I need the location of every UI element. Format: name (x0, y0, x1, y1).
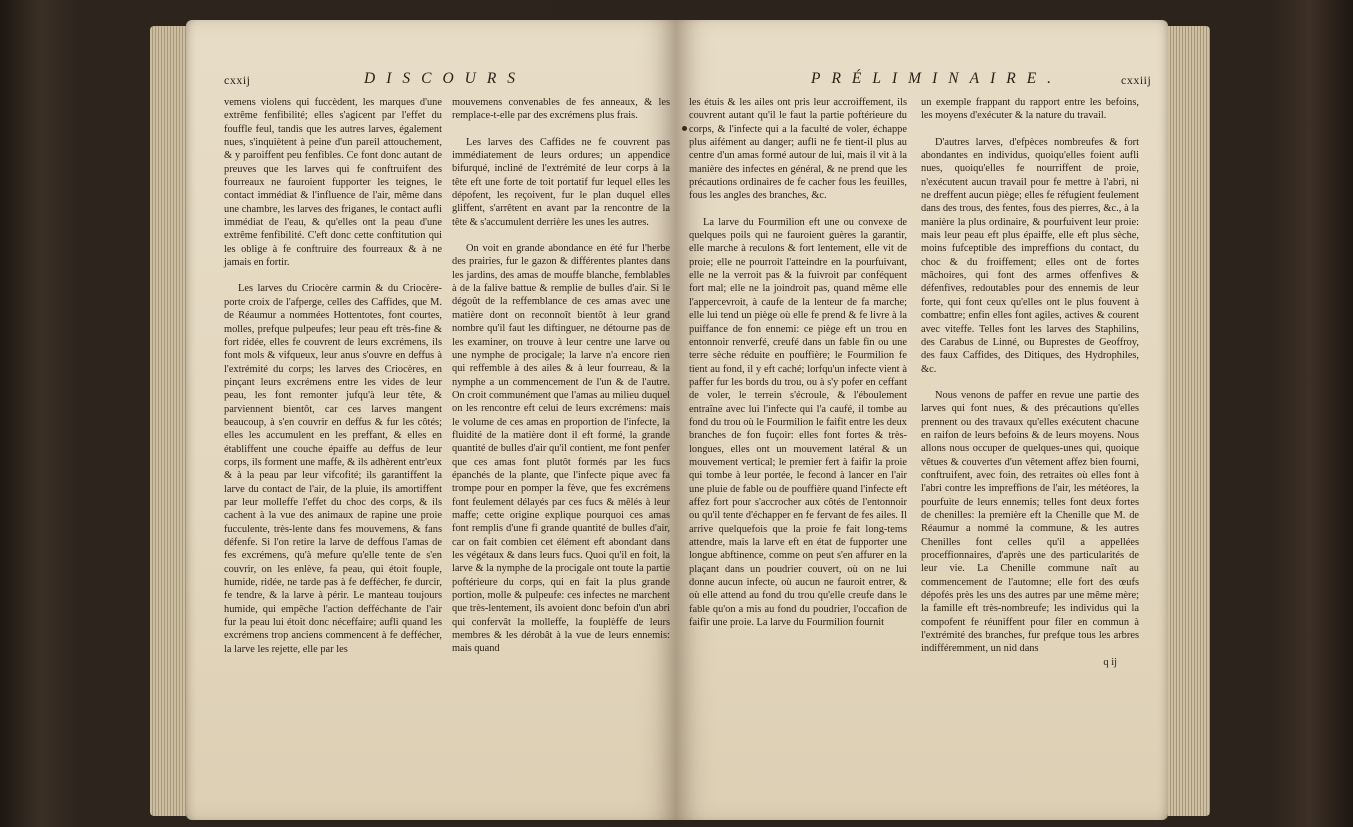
signature-mark: q ij (1103, 656, 1117, 668)
paragraph: On voit en grande abondance en été fur l'herbe des prairies, fur le gazon & différentes plantes dans les jardins, des amas de mouffe blanche, femblables à de la falive battue & remplie de bulles d'air. Si le dégoût de la reffemblance de ces amas avec une matière dont on reconnoît bientôt à leur grand nombre qu'il faut les diftinguer, ne détourne pas de les examiner, on trouve à leur centre une larve ou une nymphe de procigale; la larve n'a encore rien qui reffemble à des ailes & à leur fourreau, & la nymphe a un commencement de l'un & de l'autre. On croit communément que l'amas au milieu duquel on les rencontre eft celui de leurs excrémens: mais le volume de ces amas en proportion de l'infecte, la fluidité de la matière dont il eft formé, la grande quantité de bulles d'air qu'il contient, me font penfer que ces amas font plutôt formés par les fucs épanchés de la plante, que l'infecte pique avec fa trompe pour en pomper la fève, que fes excrémens font feulement délayés par ces fucs & mêlés à leur maffe; cette origine explique pourquoi ces amas font remplis d'une fi grande quantité de bulles d'air, car on fait combien cet élément eft abondant dans les végétaux & dans leurs fucs. Quoi qu'il en foit, la larve & la nymphe de la procigale ont toute la partie poftérieure du corps, qui en fait la plus grande portion, molle & pulpeufe: ces infectes ne marchent que très-lentement, ils avoient donc befoin d'un abri qui confervât la molleffe, la fouplèffe de leurs membres & les dérobât à la vue de leurs ennemis: mais quand (452, 243, 670, 655)
right-header (676, 70, 1168, 94)
paragraph-gap (452, 123, 670, 136)
paragraph: un exemple frappant du rapport entre les befoins, les moyens d'exécuter & la nature du travail. (921, 97, 1139, 122)
running-title: PRÉLIMINAIRE. (811, 70, 1063, 87)
paragraph: La larve du Fourmilion eft une ou convexe de quelques poils qui ne fauroient guères la garantir, elle marche à reculons & fort lentement, elle vit de proie; elle ne pourroit l'atteindre en la pourfuivant, elle ne la verroit pas & la fuivroit par conféquent fort mal; elle ne la joindroit pas, quand même elle l'appercevroit, à caufe de la lenteur de fa marche; elle lui tend un piège où elle fe prend & fe livre à la puiffance de fon ennemi: ce piège eft un trou en entonnoir renverfé, creufé dans un fable fin ou une terre sèche réduite en pouffière; le Fourmilion fe tient au fond, il y eft caché; lorfqu'un infecte vient à paffer fur les bords du trou, ou à s'y pofer en ceffant de voler, le terrein s'écroule, & l'éboulement entraîne avec lui l'infecte qui l'a caufé, il tombe au fond du trou où le Fourmilion le faifit entre les deux branches de fon fuçoir: elles font fortes & très-longues, elles ont un mouvement latéral & un mouvement vertical; le premier fert à faifir la proie qui tombe à leur portée, le fecond à lancer en l'air une pluie de fable ou de pouffière quand l'infecte eft affez fort pour s'accrocher aux côtés de l'entonnoir ou qu'il tente d'échapper en fe fervant de fes ailes. Il arrive quelquefois que la proie fe fait long-tems attendre, mais la larve eft en état de fupporter une longue abftinence, comme on peut s'en affurer en la plaçant dans un poudrier couvert, où on ne lui donne aucun infecte, où aucun ne fauroit entrer, & où elle attend au fond du trou qu'elle creufe dans le fable qu'on a mis au fond du poudrier, l'occafion de faifir une proie. La larve du Fourmilion fournit (689, 216, 907, 629)
right-page-edges (1168, 26, 1210, 816)
paragraph-gap (689, 203, 907, 216)
paragraph: Nous venons de paffer en revue une partie des larves qui font nues, & des précautions qu'elles prennent ou des travaux qu'elles exécutent chacune en raifon de leurs befoins & de leurs moyens. Nous allons nous occuper de quelques-unes qui, quoique vêtues & couvertes d'un vêtement affez bien fourni, conftruifent, avec foin, des retraites où elles font à l'abri contre les impreffions de l'air, les météores, la pourfuite de leurs ennemis; telles font deux fortes de chenilles: la première eft la Chenille que M. de Réaumur a nommé la commune, & les autres Chenilles font celles qu'il a appellées proceffionnaires, d'après une des particularités de leur vie. La Chenille commune naît au commencement de l'automne; elle fort des œufs dépofés près les uns des autres par une même mère; la famille eft très-nombreufe; les individus qui la compofent fe réuniffent pour filer en commun à l'extrémité des branches, fur prefque tous les arbres indifféremment, un nid dans (921, 389, 1139, 655)
paragraph: vemens violens qui fuccèdent, les marques d'une extrême fenfibilité; elles s'agicent par l'effet du fouffle feul, tandis que les autres larves, également nues, s'inquiètent à peine d'un pareil attouchement, & y paroiffent peu fenfibles. Ce font donc autant de preuves que les larves qui fe conftruifent des fourreaux ne fauroient fupporter les teignes, le contact immédiat & l'influence de l'air, même dans une chambre, les larves des friganes, le contact aufli immédiat de l'eau, & qu'elles ont la peau d'une extrême fenfibilité. C'eft donc cette conftitution qui les oblige à fe conftruire des fourreaux & à ne jamais en fortir. (224, 97, 442, 269)
left-column-1 (224, 96, 442, 656)
paragraph-gap (452, 229, 670, 242)
paragraph: les étuis & les ailes ont pris leur accroiffement, ils couvrent autant qu'il le faut la partie poftérieure du corps, & l'infecte qui a la faculté de voler, échappe plus aifément au danger; aufli ne fe tient-il plus au centre d'un amas formé autour de lui, mais il vit à la manière des infectes en général, & ne prend que les précautions ordinaires de fe cacher fous les feuilles, fous les angles des branches, &c. (689, 97, 907, 202)
ink-spot (682, 126, 687, 131)
left-page (186, 20, 676, 820)
left-header (186, 70, 676, 94)
right-page (676, 20, 1168, 820)
page-number: cxxiij (1121, 73, 1152, 87)
paragraph: Les larves des Caffides ne fe couvrent pas immédiatement de leurs ordures; un appendice bifurqué, incliné de l'extrémité de leur corps à la tête eft une forte de toit portatif fur lequel elles les dépofent, les reçoivent, fur le plan duquel elles gliffent, s'arrêtent en avant par la rencontre de la tête & s'accumulent derrière les unes les autres. (452, 136, 670, 228)
paragraph-gap (224, 269, 442, 282)
paragraph-gap (921, 123, 1139, 136)
paragraph: Les larves du Criocère carmin & du Criocère-porte croix de l'afperge, celles des Caffides, que M. de Réaumur a nommées Hottentotes, font courtes, molles, prefque pulpeufes; leur peau eft très-fine & fort ridée, elles fe couvrent de leurs excrémens, ils font mols & vifqueux, leur anus s'ouvre en deffus à l'extrémité du corps; les larves des Criocères, en pinçant leurs excrémens entre les vides de leur peau, les font remonter jufqu'à leur tête, & parviennent bientôt, car ces larves mangent beaucoup, à s'en couvrir en deffus & fur les côtés; elles les accumulent en les preffant, & elles en établiffent une couche épaiffe au deffus de leur corps, ils forment une maffe, & ils adhèrent entr'eux & à la peau par leur vifcofité; ils garantiffent la larve du contact de l'air, de la pluie, ils amortiffent par leur molleffe l'effet du choc des corps, & ils cachent à la vue des animaux de rapine une proie fucculente, très-lente dans fes mouvemens, & fans défenfe. Si l'on retire la larve de deffous l'amas de fes excrémens, qu'à mefure qu'elle tente de s'en couvrir, on les enlève, fa peau, qui étoit fouple, humide, ridée, ne tarde pas à fe deffécher, fe durcir, fe tendre, & la larve à périr. Le manteau toujours humide, qui empêche l'action defféchante de l'air fur la peau lui étoit donc néceffaire; aufli quand les excrémens trop anciens commencent à fe deffécher, la larve les rejette, elle par les (224, 283, 442, 655)
paragraph-gap (921, 376, 1139, 389)
right-column-2 (921, 96, 1139, 669)
right-column-1 (689, 96, 907, 629)
left-column-2 (452, 96, 670, 656)
paragraph: D'autres larves, d'efpèces nombreufes & fort abondantes en individus, quoiqu'elles foient aufli nues, quoiqu'elles fe nourriffent de proie, n'exécutent aucun travail pour fe mettre à l'abri, ni ne dreffent aucun piège; elles fe réfugient feulement dans des trous, des fentes, fous des pierres, &c., à la manière la plus ordinaire, & pourfuivent leur proie: mais leur peau eft plus épaiffe, elle eft plus sèche, moins fufceptible des impreffions du contact, du choc & du froiffement; elles ont de fortes mâchoires, qui font des armes offenfives & défenfives, redoutables pour des ennemis de leur forte, qui font ceux qu'elles ont le plus fouvent à combattre; enfin elles font agiles, actives & courent avec viteffe. Telles font les larves des Staphilins, des Carabus de Linné, ou Buprestes de Geoffroy, des faux Caffides, des Ditiques, des Hydrophiles, &c. (921, 136, 1139, 375)
left-page-edges (150, 26, 186, 816)
paragraph: mouvemens convenables de fes anneaux, & les remplace-t-elle par des excrémens plus frais. (452, 97, 670, 122)
running-title: DISCOURS (364, 70, 527, 87)
page-number: cxxij (224, 73, 251, 87)
